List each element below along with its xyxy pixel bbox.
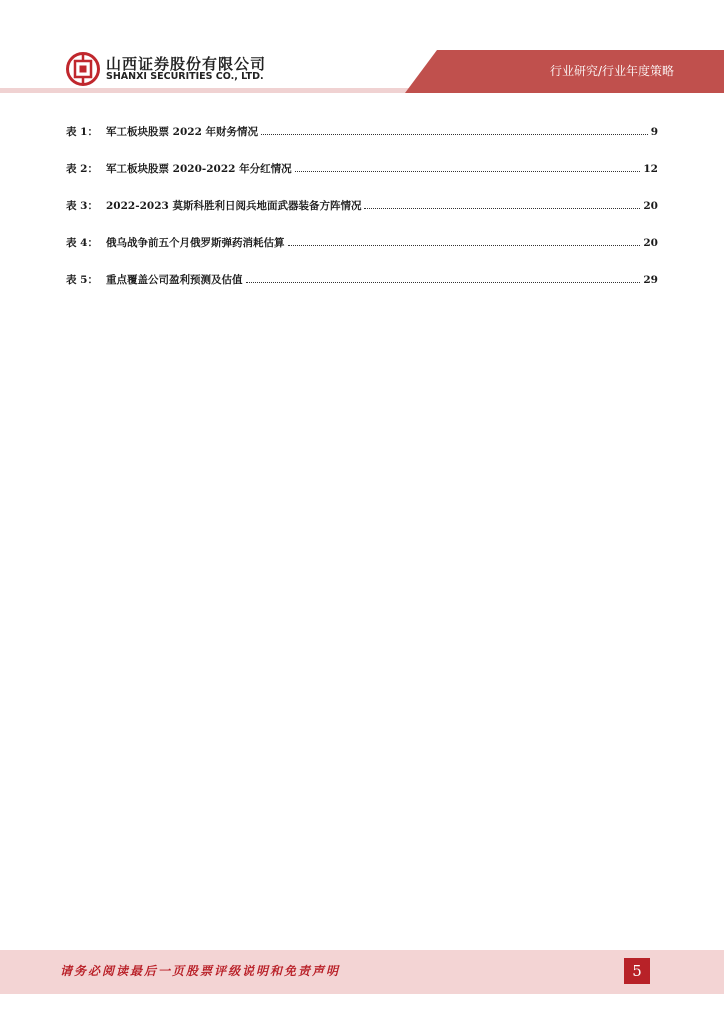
- toc-leader-dots: [295, 171, 641, 172]
- toc-page-number: 12: [643, 163, 658, 175]
- toc-title: 军工板块股票 2022 年财务情况: [106, 126, 259, 138]
- toc-page-number: 29: [643, 274, 658, 286]
- page-header: [0, 0, 724, 100]
- company-name-cn: 山西证券股份有限公司: [106, 55, 267, 73]
- disclaimer-text: 请务必阅读最后一页股票评级说明和免责声明: [60, 964, 341, 978]
- company-logo-icon: [66, 52, 100, 86]
- toc-page-number: 9: [650, 126, 658, 138]
- toc-leader-dots: [288, 245, 641, 246]
- toc-row[interactable]: [66, 124, 658, 161]
- toc-row[interactable]: [66, 272, 658, 309]
- toc-title: 2022-2023 莫斯科胜利日阅兵地面武器装备方阵情况: [106, 200, 362, 212]
- table-of-tables: [66, 124, 658, 309]
- page-number: 5: [624, 958, 650, 984]
- toc-title: 俄乌战争前五个月俄罗斯弹药消耗估算: [106, 237, 285, 249]
- company-name-en: SHANXI SECURITIES CO., LTD.: [106, 71, 264, 82]
- toc-leader-dots: [364, 208, 640, 209]
- toc-page-number: 20: [643, 200, 658, 212]
- toc-label: 表 5：: [66, 274, 98, 286]
- toc-label: 表 4：: [66, 237, 98, 249]
- toc-label: 表 2：: [66, 163, 98, 175]
- toc-row[interactable]: [66, 161, 658, 198]
- toc-title: 重点覆盖公司盈利预测及估值: [106, 274, 243, 286]
- toc-label: 表 1：: [66, 126, 98, 138]
- toc-label: 表 3：: [66, 200, 98, 212]
- report-category: 行业研究/行业年度策略: [549, 64, 674, 78]
- toc-title: 军工板块股票 2020-2022 年分红情况: [106, 163, 292, 175]
- toc-leader-dots: [261, 134, 648, 135]
- toc-row[interactable]: [66, 235, 658, 272]
- toc-row[interactable]: [66, 198, 658, 235]
- toc-page-number: 20: [643, 237, 658, 249]
- toc-leader-dots: [246, 282, 641, 283]
